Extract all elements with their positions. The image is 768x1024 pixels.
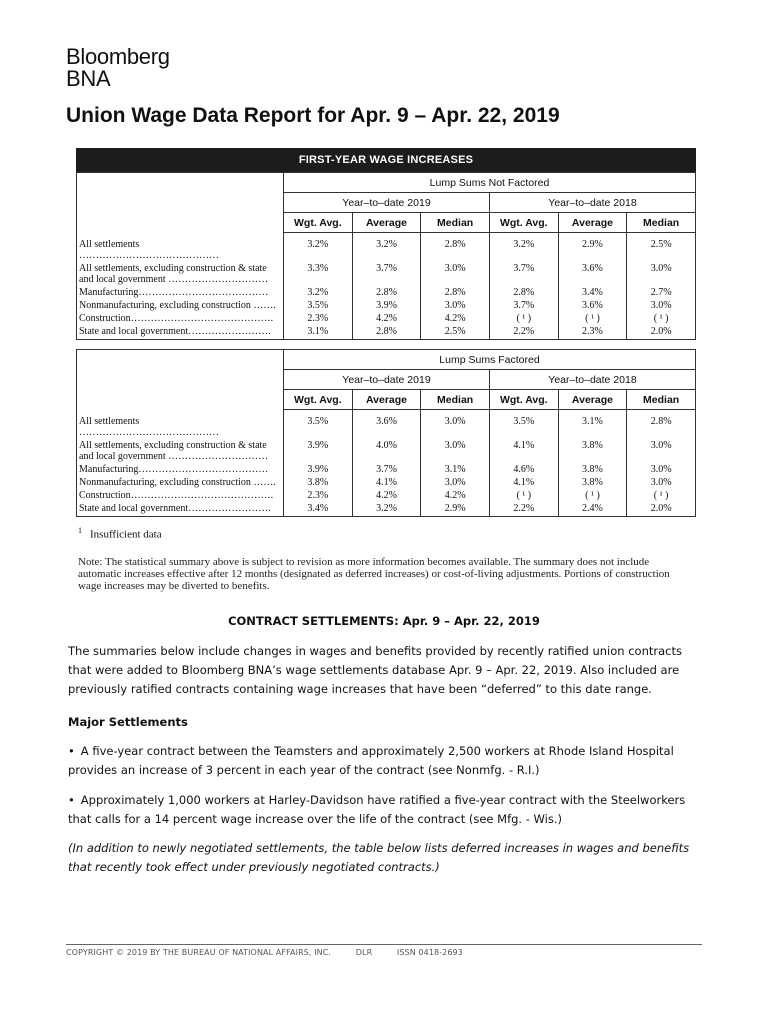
table-cell: 4.2% [421, 311, 490, 324]
table-cell: 3.0% [627, 475, 696, 488]
logo-line-2: BNA [66, 66, 111, 91]
table-cell: 2.0% [627, 501, 696, 517]
table-cell: 3.0% [421, 410, 490, 438]
table-cell: 2.2% [489, 501, 558, 517]
row-label [77, 501, 284, 517]
col-header: Median [627, 213, 696, 233]
col-header: Average [558, 213, 627, 233]
label-header-cell [77, 173, 284, 233]
table-body [77, 233, 696, 340]
table-cell: 3.4% [284, 501, 353, 517]
col-header: Average [352, 390, 421, 410]
table-row [77, 261, 696, 285]
row-label-line: Manufacturing………………………………… [79, 463, 269, 475]
deferred-increases-note: (In addition to newly negotiated settlements, the table below lists deferred increases in wages and benefits that recently took effect under previously negotiated contracts.) [68, 841, 690, 874]
footer-divider [66, 944, 702, 945]
table-cell: 2.8% [352, 285, 421, 298]
table-cell: 2.7% [627, 285, 696, 298]
table-cell: 3.6% [352, 410, 421, 438]
footnote-mark: 1 [78, 526, 82, 535]
footnote-text: Insufficient data [90, 528, 162, 541]
table-cell: 3.9% [284, 462, 353, 475]
bullet-item [68, 742, 708, 780]
col-header: Wgt. Avg. [489, 213, 558, 233]
table-cell: 3.1% [558, 410, 627, 438]
table-row [77, 311, 696, 324]
period-header-2018: Year–to–date 2018 [489, 193, 695, 213]
table-cell: 3.8% [284, 475, 353, 488]
bloomberg-bna-logo [66, 46, 170, 90]
row-label-line: State and local government……………………. [79, 325, 271, 337]
row-label-line: and local government ………………………… [79, 450, 269, 462]
bullet-text: A five-year contract between the Teamsters and approximately 2,500 workers at Rhode Island Hospital provides an increase of 3 percent in each year of the contract (see Nonmfg. - R.I.) [68, 744, 674, 777]
table-cell: 2.5% [627, 233, 696, 261]
table-row [77, 324, 696, 340]
bullet-marker: • [68, 793, 75, 807]
table-cell: 2.3% [558, 324, 627, 340]
table-row [77, 410, 696, 438]
table-cell: 3.5% [284, 298, 353, 311]
table-banner: FIRST-YEAR WAGE INCREASES [76, 148, 696, 172]
table-cell: 2.4% [558, 501, 627, 517]
row-label-line: Construction……………………………………. [79, 489, 274, 501]
row-label [77, 233, 284, 261]
row-label [77, 410, 284, 438]
table-row [77, 475, 696, 488]
row-label-line: Manufacturing………………………………… [79, 286, 269, 298]
row-label [77, 261, 284, 285]
table-cell: 2.9% [421, 501, 490, 517]
contract-settlements-heading: CONTRACT SETTLEMENTS: Apr. 9 – Apr. 22, 2019 [228, 614, 540, 628]
row-label [77, 488, 284, 501]
table-cell: 3.2% [284, 233, 353, 261]
table-cell: 3.0% [421, 438, 490, 462]
col-header: Median [627, 390, 696, 410]
table-cell: 3.0% [421, 475, 490, 488]
row-label-line: Construction……………………………………. [79, 312, 274, 324]
row-label [77, 298, 284, 311]
table-cell: 2.3% [284, 311, 353, 324]
table-cell: 3.1% [284, 324, 353, 340]
row-label [77, 324, 284, 340]
table-cell: ( ¹ ) [627, 311, 696, 324]
table-cell: ( ¹ ) [489, 311, 558, 324]
table-cell: 3.8% [558, 475, 627, 488]
table-cell: ( ¹ ) [558, 311, 627, 324]
table-cell: 3.2% [352, 233, 421, 261]
row-label-line: All settlements …………………………………… [79, 238, 219, 261]
table-cell: 4.2% [352, 311, 421, 324]
footnote [78, 526, 162, 541]
table-cell: 4.6% [489, 462, 558, 475]
row-label-line: Nonmanufacturing, excluding construction ……. [79, 476, 276, 488]
row-label [77, 438, 284, 462]
table-cell: 3.0% [627, 261, 696, 285]
major-settlements-heading: Major Settlements [68, 715, 188, 729]
col-header: Median [421, 213, 490, 233]
col-header: Wgt. Avg. [284, 390, 353, 410]
col-header: Median [421, 390, 490, 410]
table-cell: 3.9% [284, 438, 353, 462]
wage-table-not-factored [76, 148, 696, 340]
table-cell: 4.0% [352, 438, 421, 462]
period-header-2018: Year–to–date 2018 [489, 370, 695, 390]
table-row [77, 462, 696, 475]
table-row [77, 233, 696, 261]
table-cell: 3.5% [284, 410, 353, 438]
table-cell: 4.2% [352, 488, 421, 501]
table-cell: 3.7% [352, 261, 421, 285]
table-cell: 3.1% [421, 462, 490, 475]
label-header-cell [77, 350, 284, 410]
table-cell: ( ¹ ) [489, 488, 558, 501]
table-cell: 2.0% [627, 324, 696, 340]
table-cell: 3.3% [284, 261, 353, 285]
statistical-note: Note: The statistical summary above is subject to revision as more information becomes available. The summary does not include automatic increases effective after 12 months (designated as deferred increases) or cost-of-living adjustments. Portions of construction wage increases may be diverted to benefits. [78, 556, 670, 592]
table-cell: ( ¹ ) [558, 488, 627, 501]
wage-table [76, 349, 696, 517]
table-cell: 3.2% [352, 501, 421, 517]
table-row [77, 285, 696, 298]
period-header-2019: Year–to–date 2019 [284, 193, 490, 213]
table-cell: 3.0% [627, 438, 696, 462]
row-label-line: and local government ………………………… [79, 273, 269, 285]
report-title: Union Wage Data Report for Apr. 9 – Apr. 22, 2019 [66, 104, 560, 127]
row-label-line: All settlements, excluding construction & state [79, 439, 267, 451]
table-cell: 4.1% [489, 475, 558, 488]
table-row [77, 298, 696, 311]
bullet-text: Approximately 1,000 workers at Harley-Davidson have ratified a five-year contract with the Steelworkers that calls for a 14 percent wage increase over the life of the contract (see Mfg. - Wis.) [68, 793, 686, 826]
table-cell: 3.4% [558, 285, 627, 298]
table-cell: 3.6% [558, 261, 627, 285]
table-cell: 2.9% [558, 233, 627, 261]
logo-line-1: Bloomberg [66, 44, 170, 69]
row-label [77, 462, 284, 475]
table-cell: 3.9% [352, 298, 421, 311]
row-label-line: Nonmanufacturing, excluding construction ……. [79, 299, 276, 311]
table-cell: ( ¹ ) [627, 488, 696, 501]
table-body [77, 410, 696, 517]
table-row [77, 488, 696, 501]
col-header: Average [558, 390, 627, 410]
table-cell: 3.0% [627, 462, 696, 475]
bullet-marker: • [68, 744, 75, 758]
table-cell: 3.2% [284, 285, 353, 298]
row-label [77, 285, 284, 298]
table-cell: 4.1% [352, 475, 421, 488]
col-header: Wgt. Avg. [489, 390, 558, 410]
row-label [77, 475, 284, 488]
table-cell: 2.8% [627, 410, 696, 438]
footer-code: DLR [355, 948, 373, 957]
table-cell: 3.7% [352, 462, 421, 475]
table-cell: 2.8% [421, 285, 490, 298]
bullet-item [68, 791, 708, 829]
table-cell: 3.0% [421, 298, 490, 311]
table-cell: 2.8% [352, 324, 421, 340]
table-cell: 3.7% [489, 298, 558, 311]
row-label-line: State and local government……………………. [79, 502, 271, 514]
group-header: Lump Sums Not Factored [284, 173, 696, 193]
intro-paragraph: The summaries below include changes in wages and benefits provided by recently ratified union contracts that were added to Bloomberg BNA’s wage settlements database Apr. 9 – Apr. 22, 2019. Also included are previously ratified contracts containing wage increases that have been “deferred” to this date range. [68, 644, 682, 696]
page-footer [66, 948, 485, 957]
table-cell: 3.6% [558, 298, 627, 311]
row-label [77, 311, 284, 324]
row-label-line: All settlements, excluding construction & state [79, 262, 267, 274]
table-cell: 3.5% [489, 410, 558, 438]
wage-table-factored [76, 349, 696, 517]
table-cell: 2.8% [489, 285, 558, 298]
table-cell: 3.2% [489, 233, 558, 261]
table-row [77, 438, 696, 462]
col-header: Average [352, 213, 421, 233]
wage-table [76, 172, 696, 340]
table-cell: 3.0% [627, 298, 696, 311]
period-header-2019: Year–to–date 2019 [284, 370, 490, 390]
table-cell: 4.1% [489, 438, 558, 462]
table-cell: 2.3% [284, 488, 353, 501]
footer-copyright: COPYRIGHT © 2019 BY THE BUREAU OF NATIONAL AFFAIRS, INC. [66, 948, 332, 957]
table-cell: 3.8% [558, 438, 627, 462]
row-label-line: All settlements …………………………………… [79, 415, 219, 438]
table-cell: 3.7% [489, 261, 558, 285]
group-header: Lump Sums Factored [284, 350, 696, 370]
col-header: Wgt. Avg. [284, 213, 353, 233]
footer-issn: ISSN 0418-2693 [396, 948, 463, 957]
table-cell: 3.0% [421, 261, 490, 285]
table-cell: 2.8% [421, 233, 490, 261]
table-cell: 2.2% [489, 324, 558, 340]
table-cell: 4.2% [421, 488, 490, 501]
table-cell: 2.5% [421, 324, 490, 340]
table-cell: 3.8% [558, 462, 627, 475]
table-row [77, 501, 696, 517]
